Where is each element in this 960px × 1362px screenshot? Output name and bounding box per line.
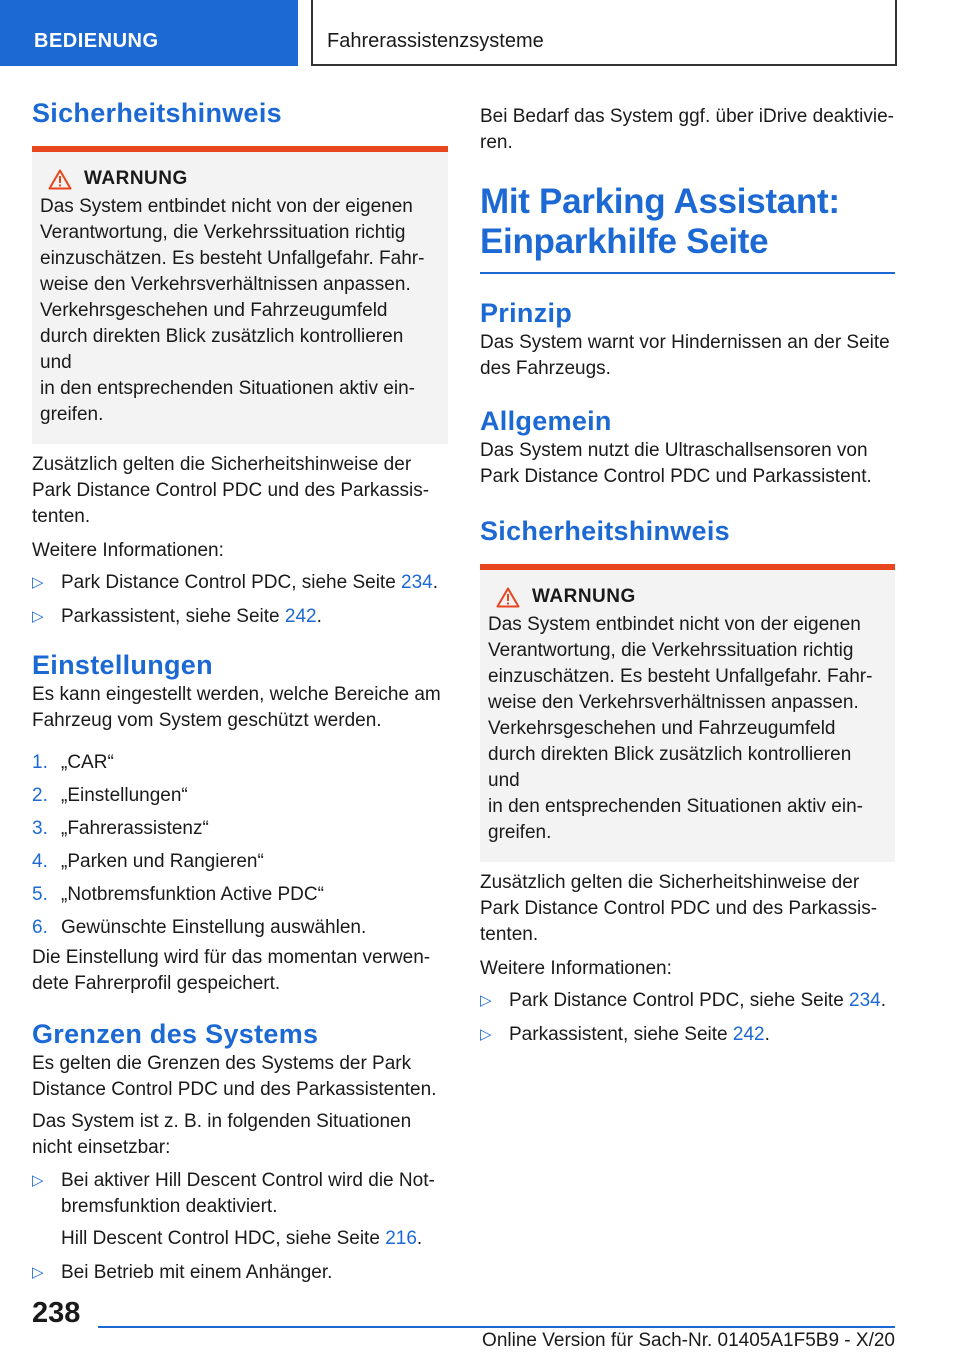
principle-heading: Prinzip bbox=[480, 298, 573, 328]
triangle-bullet-icon: ▷ bbox=[32, 1264, 44, 1281]
step-text: „Notbremsfunktion Active PDC“ bbox=[61, 884, 324, 905]
safety-text bbox=[480, 870, 895, 948]
text-line: Es kann eingestellt werden, welche Bereiche am bbox=[32, 684, 441, 705]
warning-line: Verkehrsgeschehen und Fahrzeugumfeld bbox=[40, 300, 388, 321]
warning-text bbox=[40, 194, 440, 428]
text-line: Das System nutzt die Ultraschallsensoren von bbox=[480, 440, 868, 461]
step-text: „Einstellungen“ bbox=[61, 785, 188, 806]
warning-triangle-icon bbox=[48, 169, 72, 190]
list-item bbox=[32, 1168, 448, 1252]
warning-line: weise den Verkehrsverhältnissen anpassen. bbox=[40, 274, 411, 295]
right-column bbox=[480, 104, 895, 1048]
intro-text bbox=[480, 104, 895, 156]
ref-text: Park Distance Control PDC, siehe Seite bbox=[61, 572, 402, 593]
bullet-text: Bei Betrieb mit einem Anhänger. bbox=[61, 1262, 333, 1283]
text-line: bremsfunktion deaktiviert. bbox=[61, 1196, 278, 1217]
ref-end: . bbox=[416, 1228, 423, 1249]
header-chapter-box bbox=[311, 0, 897, 66]
step-item bbox=[32, 882, 448, 908]
text-line: Bei aktiver Hill Descent Control wird die Not‐ bbox=[61, 1170, 435, 1191]
main-heading bbox=[480, 182, 895, 262]
ref-end: . bbox=[880, 990, 887, 1011]
footer-rule bbox=[98, 1326, 895, 1328]
heading-line: Einparkhilfe Seite bbox=[480, 222, 769, 261]
section-title: BEDIENUNG bbox=[34, 30, 159, 52]
page-number: 238 bbox=[32, 1297, 81, 1329]
safety-heading: Sicherheitshinweis bbox=[480, 516, 730, 546]
warning-line: durch direkten Blick zusätzlich kontrollieren und bbox=[40, 326, 404, 373]
page-link[interactable]: 242 bbox=[732, 1024, 765, 1045]
step-text: „CAR“ bbox=[61, 752, 114, 773]
text-line: des Fahrzeugs. bbox=[480, 358, 611, 379]
safety-heading: Sicherheitshinweis bbox=[32, 98, 282, 128]
safety-text bbox=[32, 452, 448, 530]
ref-text: Parkassistent, siehe Seite bbox=[509, 1024, 733, 1045]
ref-text: Parkassistent, siehe Seite bbox=[61, 606, 285, 627]
text-line: nicht einsetzbar: bbox=[32, 1137, 171, 1158]
step-number: 6. bbox=[32, 917, 48, 938]
text-line: tenten. bbox=[32, 506, 91, 527]
text-line: Distance Control PDC und des Parkassistenten. bbox=[32, 1079, 437, 1100]
step-item bbox=[32, 915, 448, 941]
step-text: „Parken und Rangieren“ bbox=[61, 851, 264, 872]
step-item bbox=[32, 750, 448, 776]
step-text: Gewünschte Einstellung auswählen. bbox=[61, 917, 367, 938]
warning-triangle-icon bbox=[496, 587, 520, 608]
triangle-bullet-icon: ▷ bbox=[32, 608, 44, 625]
warning-line: durch direkten Blick zusätzlich kontrollieren und bbox=[488, 744, 852, 791]
text-line: Zusätzlich gelten die Sicherheitshinweise der bbox=[480, 872, 860, 893]
reference-list bbox=[32, 570, 448, 630]
warning-line: einzuschätzen. Es besteht Unfallgefahr. Fahr‐ bbox=[40, 248, 425, 269]
page-link[interactable]: 234 bbox=[401, 572, 433, 593]
ref-end: . bbox=[316, 606, 322, 627]
warning-line: Verkehrsgeschehen und Fahrzeugumfeld bbox=[488, 718, 836, 739]
warning-line: Verantwortung, die Verkehrssituation richtig bbox=[40, 222, 406, 243]
page-link[interactable]: 216 bbox=[385, 1228, 417, 1249]
step-number: 2. bbox=[32, 785, 48, 806]
text-line: dete Fahrerprofil gespeichert. bbox=[32, 973, 281, 994]
general-text bbox=[480, 438, 895, 490]
warning-line: greifen. bbox=[488, 822, 552, 843]
text-line: Park Distance Control PDC und Parkassistent. bbox=[480, 466, 872, 487]
warning-box bbox=[480, 564, 895, 862]
triangle-bullet-icon: ▷ bbox=[32, 574, 44, 591]
text-line: Park Distance Control PDC und des Parkassis‐ bbox=[480, 898, 878, 919]
text-line: Das System ist z. B. in folgenden Situationen bbox=[32, 1111, 412, 1132]
warning-line: in den entsprechenden Situationen aktiv ein‐ bbox=[40, 378, 415, 399]
settings-heading: Einstellungen bbox=[32, 650, 213, 680]
general-heading: Allgemein bbox=[480, 406, 612, 436]
text-line: Zusätzlich gelten die Sicherheitshinweise der bbox=[32, 454, 412, 475]
settings-intro bbox=[32, 682, 448, 734]
warning-line: weise den Verkehrsverhältnissen anpassen. bbox=[488, 692, 859, 713]
settings-outro bbox=[32, 945, 448, 997]
ref-text: Park Distance Control PDC, siehe Seite bbox=[509, 990, 850, 1011]
ref-text: Hill Descent Control HDC, siehe Seite bbox=[61, 1228, 386, 1249]
main-heading-block bbox=[480, 182, 895, 274]
text-line: Die Einstellung wird für das momentan verwen‐ bbox=[32, 947, 431, 968]
page-link[interactable]: 242 bbox=[284, 606, 317, 627]
list-item bbox=[32, 604, 448, 630]
online-version-note: Online Version für Sach-Nr. 01405A1F5B9 - X/20 bbox=[482, 1330, 895, 1351]
text-line: Park Distance Control PDC und des Parkassis‐ bbox=[32, 480, 430, 501]
principle-text bbox=[480, 330, 895, 382]
more-info-label: Weitere Informationen: bbox=[32, 540, 224, 561]
step-text: „Fahrerassistenz“ bbox=[61, 818, 209, 839]
list-item bbox=[32, 1260, 448, 1286]
warning-line: greifen. bbox=[40, 404, 104, 425]
text-line: Das System warnt vor Hindernissen an der Seite bbox=[480, 332, 890, 353]
warning-title: WARNUNG bbox=[84, 168, 188, 189]
step-item bbox=[32, 783, 448, 809]
text-line: Es gelten die Grenzen des Systems der Park bbox=[32, 1053, 412, 1074]
triangle-bullet-icon: ▷ bbox=[480, 992, 492, 1009]
ref-end: . bbox=[432, 572, 439, 593]
text-line: ren. bbox=[480, 132, 513, 153]
page-link[interactable]: 234 bbox=[849, 990, 881, 1011]
chapter-title: Fahrerassistenzsysteme bbox=[327, 30, 544, 52]
warning-line: Das System entbindet nicht von der eigenen bbox=[488, 614, 861, 635]
warning-box bbox=[32, 146, 448, 444]
list-item bbox=[480, 988, 895, 1014]
warning-title: WARNUNG bbox=[532, 586, 636, 607]
limits-list bbox=[32, 1168, 448, 1286]
limits-text bbox=[32, 1109, 448, 1161]
step-item bbox=[32, 849, 448, 875]
limits-heading: Grenzen des Systems bbox=[32, 1019, 319, 1049]
text-line: tenten. bbox=[480, 924, 539, 945]
warning-text bbox=[488, 612, 887, 846]
step-number: 3. bbox=[32, 818, 48, 839]
step-number: 1. bbox=[32, 752, 48, 773]
triangle-bullet-icon: ▷ bbox=[480, 1026, 492, 1043]
ref-end: . bbox=[764, 1024, 770, 1045]
more-info-label: Weitere Informationen: bbox=[480, 958, 672, 979]
settings-steps bbox=[32, 750, 448, 941]
left-column bbox=[32, 96, 448, 1286]
warning-line: Das System entbindet nicht von der eigenen bbox=[40, 196, 413, 217]
warning-line: Verantwortung, die Verkehrssituation richtig bbox=[488, 640, 854, 661]
header-section-tab bbox=[0, 0, 298, 66]
heading-rule bbox=[480, 272, 895, 274]
step-item bbox=[32, 816, 448, 842]
step-number: 4. bbox=[32, 851, 48, 872]
warning-line: einzuschätzen. Es besteht Unfallgefahr. Fahr‐ bbox=[488, 666, 873, 687]
list-item bbox=[32, 570, 448, 596]
text-line: Fahrzeug vom System geschützt werden. bbox=[32, 710, 382, 731]
warning-line: in den entsprechenden Situationen aktiv ein‐ bbox=[488, 796, 863, 817]
reference-list bbox=[480, 988, 895, 1048]
limits-intro bbox=[32, 1051, 448, 1103]
list-item bbox=[480, 1022, 895, 1048]
text-line: Bei Bedarf das System ggf. über iDrive deaktivie‐ bbox=[480, 106, 894, 127]
heading-line: Mit Parking Assistant: bbox=[480, 182, 840, 221]
triangle-bullet-icon: ▷ bbox=[32, 1172, 44, 1189]
step-number: 5. bbox=[32, 884, 48, 905]
